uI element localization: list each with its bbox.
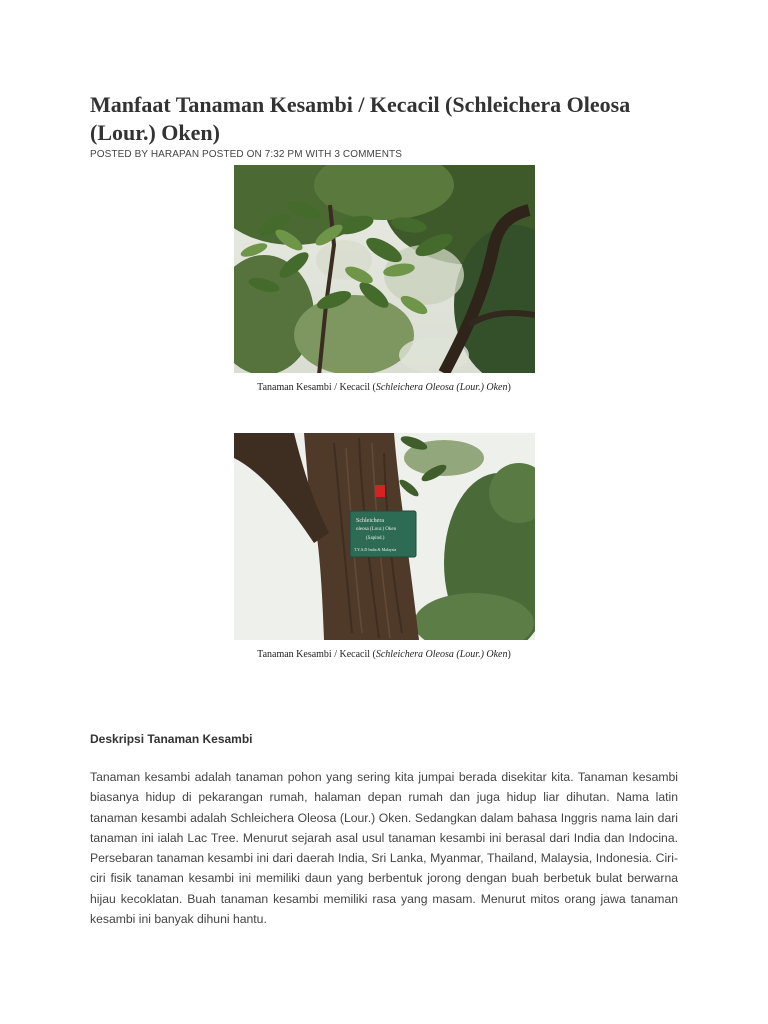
sign-line-2: oleosa (Lour.) Oken	[356, 527, 397, 532]
caption-text-end: )	[507, 649, 511, 660]
figure-photo-2	[234, 433, 535, 640]
species-sign	[350, 511, 416, 557]
figure-caption-2	[90, 649, 678, 661]
caption-text: Tanaman Kesambi / Kecacil (	[257, 649, 376, 660]
tree-foliage-photo-icon	[234, 165, 535, 373]
caption-latin-name: Schleichera Oleosa (Lour.) Oken	[375, 649, 508, 660]
post-title: Manfaat Tanaman Kesambi / Kecacil (Schleichera Oleosa (Lour.) Oken)	[90, 92, 631, 145]
post-meta: POSTED BY HARAPAN POSTED ON 7:32 PM WITH 3 COMMENTS	[90, 149, 403, 160]
description-paragraph: Tanaman kesambi adalah tanaman pohon yang sering kita jumpai berada disekitar kita. Tanaman kesambi biasanya hidup di pekarangan rumah, halaman depan rumah dan juga hidup liar dihutan. Nama latin tanaman kesambi adalah Schleichera Oleosa (Lour.) Oken. Sedangkan dalam bahasa Inggris nama lain dari tanaman ini ialah Lac Tree. Menurut sejarah asal usul tanaman kesambi ini berasal dari India dan Indocina. Persebaran tanaman kesambi ini dari daerah India, Sri Lanka, Myanmar, Thailand, Malaysia, Indonesia. Ciri-ciri fisik tanaman kesambi ini memiliki daun yang berbentuk jorong dengan buah berbetuk bulat berwarna hijau kecoklatan. Buah tanaman kesambi memiliki rasa yang masam. Menurut mitos orang jawa tanaman kesambi ini banyak dihuni hantu.	[90, 770, 678, 927]
sign-line-1: Schleichera	[356, 518, 384, 524]
caption-text-end: )	[507, 382, 511, 393]
figure-caption-1	[90, 382, 678, 394]
caption-text: Tanaman Kesambi / Kecacil (	[257, 382, 376, 393]
section-heading: Deskripsi Tanaman Kesambi	[90, 732, 253, 746]
caption-latin-name: Schleichera Oleosa (Lour.) Oken	[375, 382, 508, 393]
tree-trunk-sign-photo-icon	[234, 433, 535, 640]
sign-line-3: (Sapind.)	[366, 536, 385, 541]
figure-photo-1	[234, 165, 535, 373]
sign-line-4: T.Y.A.D India & Malaysia	[354, 547, 397, 552]
